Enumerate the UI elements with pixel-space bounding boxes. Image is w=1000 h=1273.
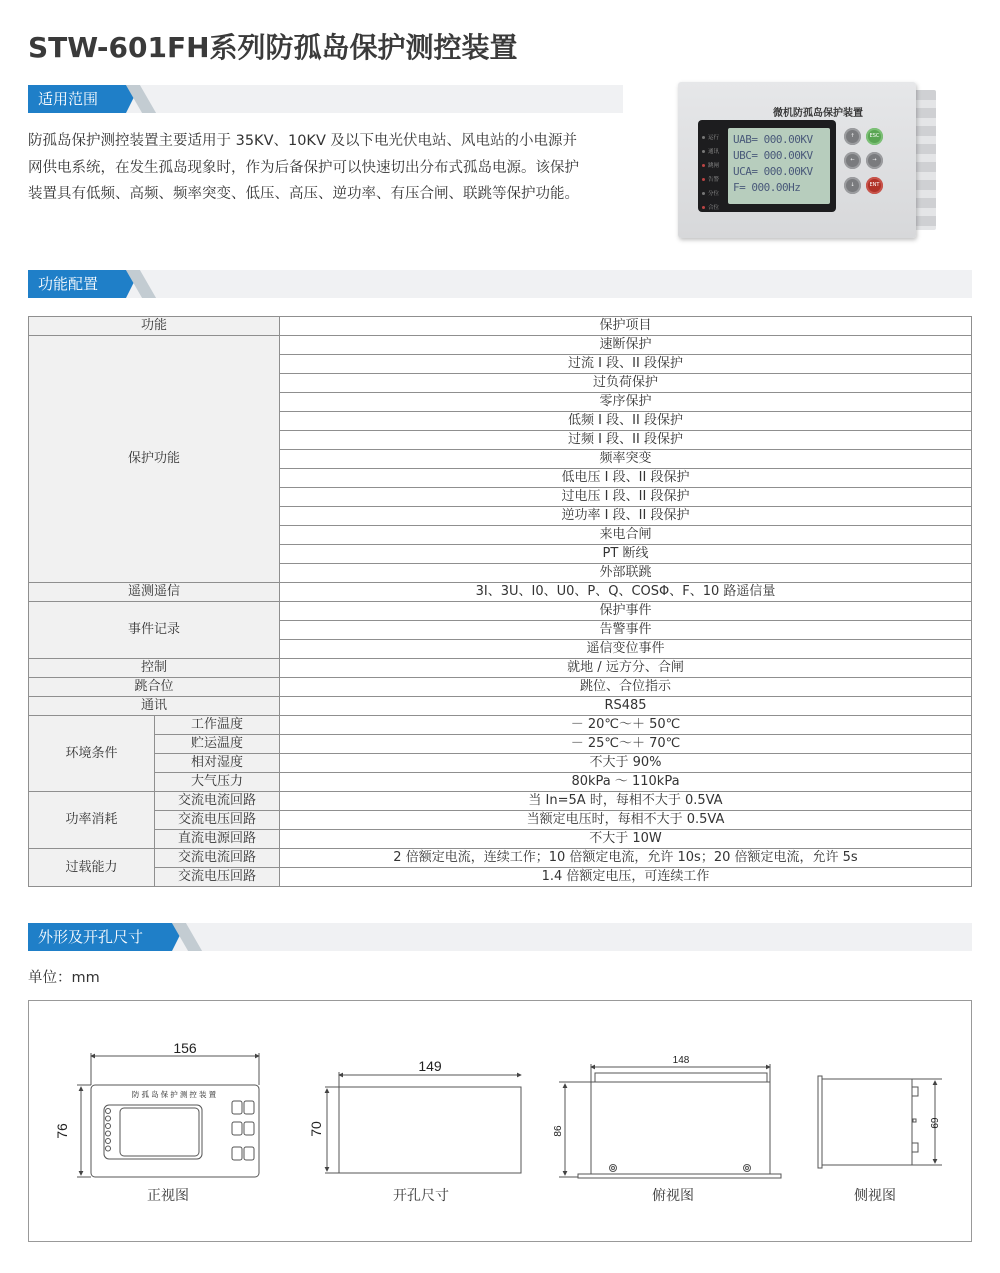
sub-label: 相对湿度 — [155, 754, 280, 773]
table-row — [29, 811, 972, 830]
dimension-drawings — [28, 1000, 972, 1242]
side-view-drawing — [818, 1076, 942, 1168]
unit-label: 单位：mm — [28, 970, 100, 986]
led-icon — [702, 136, 705, 139]
table-cell: 保护事件 — [280, 602, 972, 621]
table-cell: 跳位、合位指示 — [280, 678, 972, 697]
table-cell: 过负荷保护 — [280, 374, 972, 393]
arrow-right-icon: → — [866, 152, 883, 169]
sub-label: 交流电压回路 — [155, 868, 280, 887]
section-header-dimensions — [28, 923, 972, 951]
section-tab-scope — [28, 85, 126, 113]
group-label-control: 控制 — [29, 659, 280, 678]
arrow-down-icon: ↓ — [844, 177, 861, 194]
group-label-position: 跳合位 — [29, 678, 280, 697]
table-cell: 80kPa ～ 110kPa — [280, 773, 972, 792]
group-label-comm: 通讯 — [29, 697, 280, 716]
table-cell: 1.4 倍额定电压，可连续工作 — [280, 868, 972, 887]
table-cell: 过频 I 段、II 段保护 — [280, 431, 972, 450]
top-width-label: 148 — [672, 1055, 690, 1066]
spec-table — [28, 316, 972, 887]
table-row — [29, 792, 972, 811]
drawings-svg — [29, 1001, 973, 1243]
section-title-scope: 适用范围 — [38, 90, 99, 108]
table-cell: 速断保护 — [280, 336, 972, 355]
table-row — [29, 336, 972, 355]
caption-cutout: 开孔尺寸 — [393, 1188, 449, 1204]
section-tab-dimensions — [28, 923, 172, 951]
section-title-dimensions: 外形及开孔尺寸 — [38, 928, 144, 946]
front-width-label: 156 — [173, 1040, 197, 1056]
device-lcd-screen — [728, 128, 830, 204]
led-label: 运行 — [708, 135, 720, 141]
page-title: STW-601FH系列防孤岛保护测控装置 — [28, 31, 518, 64]
group-label-protection: 保护功能 — [29, 336, 280, 583]
cutout-height-label: 70 — [308, 1121, 324, 1137]
device-heatsink — [914, 90, 936, 230]
sub-label: 交流电流回路 — [155, 792, 280, 811]
table-cell: 不大于 90% — [280, 754, 972, 773]
table-row — [29, 678, 972, 697]
table-cell: 过流 I 段、II 段保护 — [280, 355, 972, 374]
table-row — [29, 735, 972, 754]
group-label-environment: 环境条件 — [29, 716, 155, 792]
sub-label: 直流电源回路 — [155, 830, 280, 849]
table-row — [29, 583, 972, 602]
table-row — [29, 602, 972, 621]
caption-front-view: 正视图 — [147, 1188, 189, 1204]
table-row — [29, 754, 972, 773]
ent-key-icon: ENT — [866, 177, 883, 194]
table-cell: PT 断线 — [280, 545, 972, 564]
device-display-frame — [698, 120, 836, 212]
arrow-up-icon: ↑ — [844, 128, 861, 145]
table-cell: RS485 — [280, 697, 972, 716]
device-front-panel — [678, 82, 916, 238]
table-cell: 来电合闸 — [280, 526, 972, 545]
caption-top-view: 俯视图 — [652, 1188, 694, 1204]
device-led — [702, 186, 726, 200]
led-icon — [702, 178, 705, 181]
header-function: 功能 — [29, 317, 280, 336]
led-label: 通讯 — [708, 149, 720, 155]
device-label: 微机防孤岛保护装置 — [773, 108, 863, 119]
group-label-power: 功率消耗 — [29, 792, 155, 849]
sub-label: 大气压力 — [155, 773, 280, 792]
lcd-row: UBC= 000.00KV — [733, 149, 813, 162]
device-led-list — [702, 130, 726, 214]
top-view-drawing — [559, 1064, 781, 1178]
led-label: 跳闸 — [708, 163, 720, 169]
table-row — [29, 716, 972, 735]
intro-paragraph: 防孤岛保护测控装置主要适用于 35KV、10KV 及以下电光伏电站、风电站的小电源并网供电系统，在发生孤岛现象时，作为后备保护可以快速切出分布式孤岛电源。该保护装置具有低频、高频、频率突变、低压、高压、逆功率、有压合闸、联跳等保护功能。 — [28, 133, 579, 202]
table-cell: 外部联跳 — [280, 564, 972, 583]
sub-label: 贮运温度 — [155, 735, 280, 754]
device-led — [702, 200, 726, 214]
sub-label: 交流电压回路 — [155, 811, 280, 830]
front-panel-text: 防 孤 岛 保 护 测 控 装 置 — [131, 1090, 217, 1099]
table-row — [29, 830, 972, 849]
table-cell: 2 倍额定电流，连续工作；10 倍额定电流，允许 10s；20 倍额定电流，允许 5s — [280, 849, 972, 868]
group-label-overload: 过载能力 — [29, 849, 155, 887]
section-tab-config — [28, 270, 126, 298]
table-cell: － 20℃～＋ 50℃ — [280, 716, 972, 735]
table-cell: 零序保护 — [280, 393, 972, 412]
front-height-label: 76 — [54, 1123, 70, 1139]
table-cell: 3I、3U、I0、U0、P、Q、COSΦ、F、10 路遥信量 — [280, 583, 972, 602]
table-cell: 低电压 I 段、II 段保护 — [280, 469, 972, 488]
cutout-drawing — [325, 1072, 521, 1173]
table-cell: 不大于 10W — [280, 830, 972, 849]
section-title-config: 功能配置 — [38, 275, 99, 293]
device-led — [702, 144, 726, 158]
caption-side-view: 侧视图 — [854, 1188, 896, 1204]
led-icon — [702, 206, 705, 209]
sub-label: 交流电流回路 — [155, 849, 280, 868]
table-row — [29, 697, 972, 716]
led-icon — [702, 150, 705, 153]
section-header-config — [28, 270, 972, 298]
table-header-row — [29, 317, 972, 336]
table-row — [29, 849, 972, 868]
table-cell: 低频 I 段、II 段保护 — [280, 412, 972, 431]
table-row — [29, 773, 972, 792]
led-icon — [702, 164, 705, 167]
table-cell: 告警事件 — [280, 621, 972, 640]
device-led — [702, 158, 726, 172]
table-cell: 逆功率 I 段、II 段保护 — [280, 507, 972, 526]
header-items: 保护项目 — [280, 317, 972, 336]
side-height-label: 69 — [928, 1117, 939, 1129]
table-row — [29, 659, 972, 678]
top-height-label: 86 — [553, 1125, 564, 1137]
group-label-events: 事件记录 — [29, 602, 280, 659]
device-led — [702, 172, 726, 186]
table-row — [29, 868, 972, 887]
lcd-row: F= 000.00Hz — [733, 181, 801, 194]
device-photo — [678, 82, 934, 238]
esc-key-icon: ESC — [866, 128, 883, 145]
front-view-drawing — [77, 1053, 259, 1177]
table-cell: 过电压 I 段、II 段保护 — [280, 488, 972, 507]
lcd-row: UCA= 000.00KV — [733, 165, 813, 178]
device-led — [702, 130, 726, 144]
cutout-width-label: 149 — [418, 1058, 442, 1074]
section-header-scope — [28, 85, 623, 113]
table-cell: － 25℃～＋ 70℃ — [280, 735, 972, 754]
table-cell: 就地 / 远方分、合闸 — [280, 659, 972, 678]
led-label: 合位 — [708, 205, 720, 211]
group-label-telemetry: 遥测遥信 — [29, 583, 280, 602]
table-cell: 频率突变 — [280, 450, 972, 469]
arrow-left-icon: ← — [844, 152, 861, 169]
led-label: 告警 — [708, 177, 720, 183]
led-label: 分位 — [708, 191, 720, 197]
table-cell: 当额定电压时，每相不大于 0.5VA — [280, 811, 972, 830]
lcd-row: UAB= 000.00KV — [733, 133, 813, 146]
table-cell: 遥信变位事件 — [280, 640, 972, 659]
led-icon — [702, 192, 705, 195]
table-cell: 当 In=5A 时，每相不大于 0.5VA — [280, 792, 972, 811]
sub-label: 工作温度 — [155, 716, 280, 735]
